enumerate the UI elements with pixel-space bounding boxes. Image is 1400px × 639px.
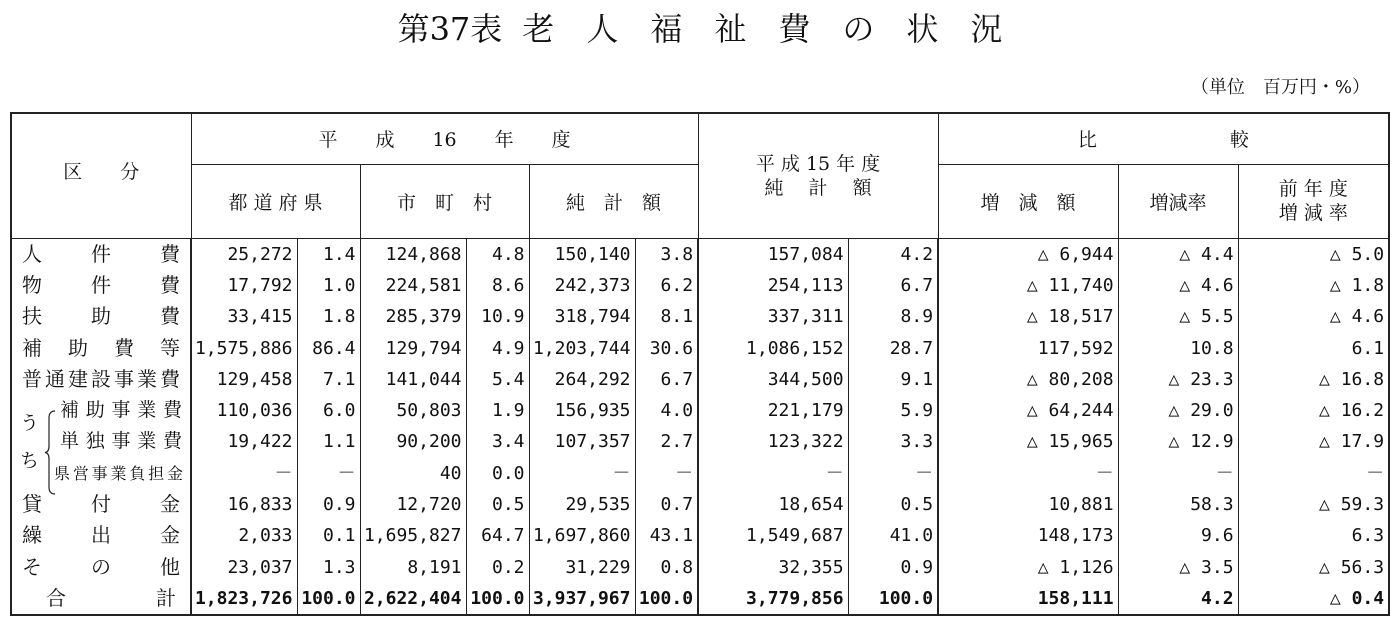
net-value: 1,203,744 [529,332,635,363]
pref-pct: 1.3 [297,551,360,582]
rate-value: △ 4.4 [1118,238,1238,270]
diff-value: △ 1,126 [938,551,1118,582]
row-label: 貸付金 [11,489,191,520]
net-pct: 3.8 [635,238,698,270]
header-prefecture: 都 道 府 県 [191,164,360,238]
net-value: 318,794 [529,301,635,332]
net-pct: 8.1 [635,301,698,332]
net-pct: 30.6 [635,332,698,363]
h15-value: 32,355 [698,551,848,582]
title-char: 老 [522,10,555,48]
header-net: 純 計 額 [529,164,698,238]
prev-rate-value: △ 5.0 [1238,238,1389,270]
h15-pct: 4.2 [848,238,938,270]
header-prev-rate-line2: 増 減 率 [1278,202,1348,224]
pref-value: 16,833 [191,489,297,520]
muni-value: 8,191 [360,551,466,582]
net-value: 242,373 [529,270,635,301]
h15-value: 3,779,856 [698,583,848,615]
row-label: 扶助費 [11,301,191,332]
h15-value: 254,113 [698,270,848,301]
muni-pct: 0.0 [466,458,529,489]
pref-value: 129,458 [191,364,297,395]
row-label: 物件費 [11,270,191,301]
rate-value: △ 29.0 [1118,395,1238,426]
pref-pct: 1.1 [297,426,360,457]
pref-value: － [191,458,297,489]
uchi-char: ち [20,450,40,472]
row-label: その他 [11,551,191,582]
uchi-char: う [20,412,40,434]
title-char: 況 [970,10,1003,48]
row-label: 県営事業負担金 [11,458,191,489]
pref-value: 19,422 [191,426,297,457]
diff-value: △ 6,944 [938,238,1118,270]
h15-pct: － [848,458,938,489]
pref-pct: 100.0 [297,583,360,615]
net-value: 156,935 [529,395,635,426]
diff-value: △ 80,208 [938,364,1118,395]
diff-value: △ 11,740 [938,270,1118,301]
table-row [11,238,1389,270]
net-value: 107,357 [529,426,635,457]
net-pct: 4.0 [635,395,698,426]
header-h15 [698,113,938,238]
pref-pct: 1.0 [297,270,360,301]
diff-value: 117,592 [938,332,1118,363]
h15-pct: 0.5 [848,489,938,520]
table-row [11,270,1389,301]
table-row [11,426,1389,457]
pref-value: 33,415 [191,301,297,332]
muni-pct: 3.4 [466,426,529,457]
net-value: 31,229 [529,551,635,582]
muni-value: 224,581 [360,270,466,301]
prev-rate-value: △ 56.3 [1238,551,1389,582]
header-rate: 増減率 [1118,164,1238,238]
table-row [11,583,1389,615]
header-h15-line1: 平 成 15 年 度 [755,152,881,175]
row-label: 普通建設事業費 [11,364,191,395]
net-pct: 100.0 [635,583,698,615]
title-char: 祉 [714,10,747,48]
rate-value: △ 12.9 [1118,426,1238,457]
table-row [11,332,1389,363]
muni-pct: 100.0 [466,583,529,615]
title-char: 人 [586,10,619,48]
header-h16: 平 成 16 年 度 [191,113,698,164]
prev-rate-value: △ 1.8 [1238,270,1389,301]
diff-value: 158,111 [938,583,1118,615]
rate-value: 4.2 [1118,583,1238,615]
muni-value: 124,868 [360,238,466,270]
net-value: 3,937,967 [529,583,635,615]
row-label: 人件費 [11,238,191,270]
title-char: の [842,10,875,48]
h15-pct: 41.0 [848,520,938,551]
muni-value: 2,622,404 [360,583,466,615]
rate-value: △ 4.6 [1118,270,1238,301]
net-value: － [529,458,635,489]
rate-value: △ 3.5 [1118,551,1238,582]
prev-rate-value: △ 0.4 [1238,583,1389,615]
h15-pct: 9.1 [848,364,938,395]
muni-value: 90,200 [360,426,466,457]
h15-value: 157,084 [698,238,848,270]
muni-pct: 1.9 [466,395,529,426]
diff-value: 148,173 [938,520,1118,551]
muni-value: 12,720 [360,489,466,520]
muni-pct: 10.9 [466,301,529,332]
table-row [11,551,1389,582]
title-char: 福 [650,10,683,48]
h15-pct: 28.7 [848,332,938,363]
net-pct: 6.7 [635,364,698,395]
brace-icon [44,410,56,495]
header-compare: 比 較 [938,113,1389,164]
pref-pct: 7.1 [297,364,360,395]
row-label: 合 計 [11,583,191,615]
h15-pct: 100.0 [848,583,938,615]
net-pct: 43.1 [635,520,698,551]
muni-pct: 4.9 [466,332,529,363]
muni-value: 50,803 [360,395,466,426]
h15-value: － [698,458,848,489]
table-row [11,458,1389,489]
diff-value: 10,881 [938,489,1118,520]
net-pct: 6.2 [635,270,698,301]
pref-value: 25,272 [191,238,297,270]
diff-value: △ 64,244 [938,395,1118,426]
table-body [11,238,1389,615]
pref-pct: 0.9 [297,489,360,520]
muni-value: 285,379 [360,301,466,332]
muni-pct: 5.4 [466,364,529,395]
pref-pct: 1.8 [297,301,360,332]
muni-pct: 4.8 [466,238,529,270]
prev-rate-value: △ 59.3 [1238,489,1389,520]
title-char: 状 [906,10,939,48]
net-value: 29,535 [529,489,635,520]
table-row [11,520,1389,551]
h15-pct: 6.7 [848,270,938,301]
pref-value: 23,037 [191,551,297,582]
diff-value: － [938,458,1118,489]
unit-note: （単位 百万円・%） [1190,77,1370,98]
row-label: 補助事業費 [11,395,191,426]
pref-value: 1,575,886 [191,332,297,363]
h15-value: 221,179 [698,395,848,426]
prev-rate-value: 6.3 [1238,520,1389,551]
row-label: 繰出金 [11,520,191,551]
net-value: 150,140 [529,238,635,270]
pref-value: 1,823,726 [191,583,297,615]
prev-rate-value: － [1238,458,1389,489]
pref-pct: － [297,458,360,489]
prev-rate-value: △ 16.2 [1238,395,1389,426]
welfare-cost-table [10,112,1390,616]
diff-value: △ 18,517 [938,301,1118,332]
net-value: 264,292 [529,364,635,395]
pref-value: 17,792 [191,270,297,301]
header-prev-rate [1238,164,1389,238]
rate-value: △ 5.5 [1118,301,1238,332]
table-row [11,301,1389,332]
page-title [0,4,1400,50]
row-label: 補助費等 [11,332,191,363]
h15-value: 344,500 [698,364,848,395]
diff-value: △ 15,965 [938,426,1118,457]
h15-value: 337,311 [698,301,848,332]
muni-value: 40 [360,458,466,489]
net-pct: 0.8 [635,551,698,582]
h15-value: 1,086,152 [698,332,848,363]
pref-value: 2,033 [191,520,297,551]
net-pct: 2.7 [635,426,698,457]
header-h15-line2: 純 計 額 [764,176,872,199]
net-pct: 0.7 [635,489,698,520]
pref-pct: 0.1 [297,520,360,551]
h15-pct: 8.9 [848,301,938,332]
h15-value: 18,654 [698,489,848,520]
pref-pct: 1.4 [297,238,360,270]
table-row [11,395,1389,426]
prev-rate-value: △ 17.9 [1238,426,1389,457]
rate-value: △ 23.3 [1118,364,1238,395]
muni-pct: 0.5 [466,489,529,520]
muni-value: 129,794 [360,332,466,363]
title-char: 費 [778,10,811,48]
table-row [11,489,1389,520]
header-prev-rate-line1: 前 年 度 [1278,178,1348,200]
net-pct: － [635,458,698,489]
h15-value: 1,549,687 [698,520,848,551]
muni-value: 1,695,827 [360,520,466,551]
table-row [11,364,1389,395]
net-value: 1,697,860 [529,520,635,551]
row-label: 単独事業費 [11,426,191,457]
pref-pct: 86.4 [297,332,360,363]
prev-rate-value: △ 4.6 [1238,301,1389,332]
pref-pct: 6.0 [297,395,360,426]
rate-value: 10.8 [1118,332,1238,363]
muni-pct: 64.7 [466,520,529,551]
rate-value: － [1118,458,1238,489]
prev-rate-value: △ 16.8 [1238,364,1389,395]
muni-pct: 8.6 [466,270,529,301]
header-municipality: 市 町 村 [360,164,529,238]
h15-pct: 3.3 [848,426,938,457]
prev-rate-value: 6.1 [1238,332,1389,363]
rate-value: 58.3 [1118,489,1238,520]
header-category: 区 分 [11,113,191,238]
muni-value: 141,044 [360,364,466,395]
h15-value: 123,322 [698,426,848,457]
muni-pct: 0.2 [466,551,529,582]
title-table-number: 第37表 [397,10,503,48]
h15-pct: 0.9 [848,551,938,582]
h15-pct: 5.9 [848,395,938,426]
header-diff: 増 減 額 [938,164,1118,238]
pref-value: 110,036 [191,395,297,426]
rate-value: 9.6 [1118,520,1238,551]
